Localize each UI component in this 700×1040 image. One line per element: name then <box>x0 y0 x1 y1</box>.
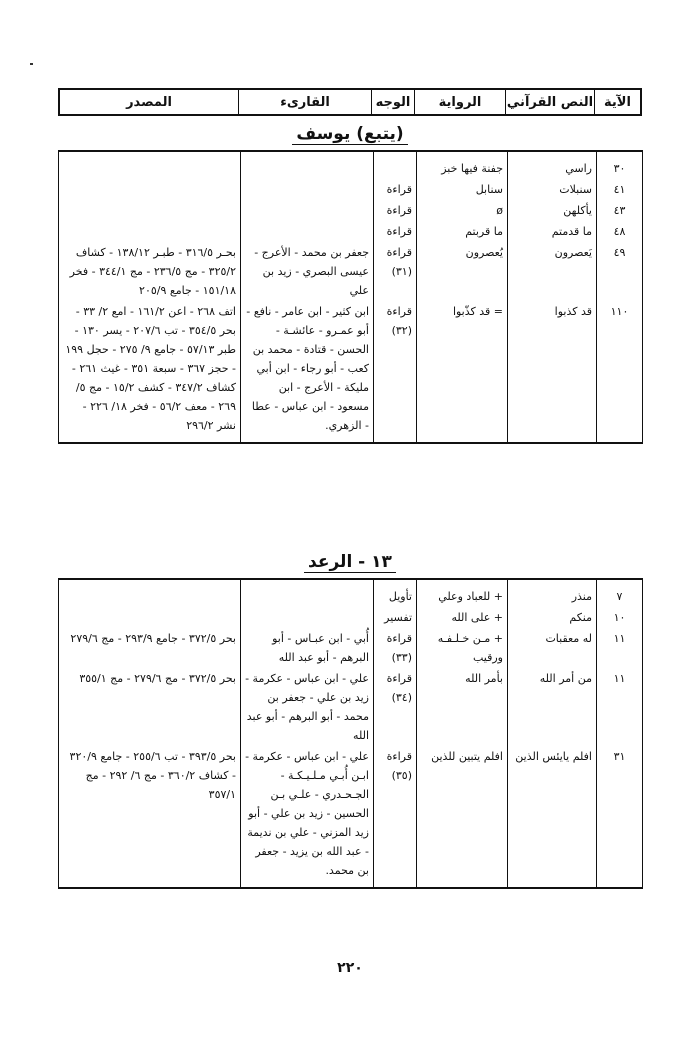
wajh-text: قراءة <box>374 221 417 242</box>
riwaya-text: = قد كذّبوا <box>417 301 508 436</box>
source-list <box>59 200 241 221</box>
source-list <box>59 221 241 242</box>
riwaya-text: سنابل <box>417 179 508 200</box>
quran-text: منكم <box>508 607 597 628</box>
header-quran-text: النص القرآني <box>505 90 594 114</box>
header-riwaya: الرواية <box>414 90 505 114</box>
quran-text: سنبلات <box>508 179 597 200</box>
aya-number: ١١ <box>597 628 643 668</box>
riwaya-text: ما قربتم <box>417 221 508 242</box>
riwaya-text: يُعصرون <box>417 242 508 301</box>
wajh-text: قراءة (٣٥) <box>374 746 417 881</box>
wajh-text <box>374 158 417 179</box>
riwaya-text: جفنة فيها خبز <box>417 158 508 179</box>
aya-number: ٤٣ <box>597 200 643 221</box>
aya-number: ٣٠ <box>597 158 643 179</box>
qari-list: أُبي - ابن عبـاس - أبو البرهم - أبو عبد الله <box>241 628 374 668</box>
qari-list: علي - ابن عباس - عكرمة - ابـن أُبـي مـلـيـكـة - الجـحـدري - علـي بـن الحسين - زيد بن علي - أبو زيد المزني - علي بن نديمة - عبد الله بن يزيد - جعفر بن محمد. <box>241 746 374 881</box>
quran-text: من أمر الله <box>508 668 597 746</box>
riwaya-text: بأمر الله <box>417 668 508 746</box>
table-row <box>59 628 643 668</box>
riwaya-text: افلم يتبين للذين <box>417 746 508 881</box>
qari-list <box>241 200 374 221</box>
wajh-text: قراءة (٣٣) <box>374 628 417 668</box>
table-row <box>59 746 643 881</box>
page-number: ٢٢٠ <box>337 960 363 976</box>
source-list: اتف ٢٦٨ - اعن ١٦١/٢ - امع ٢/ ٣٣ - بحر ٣٥٤/٥ - تب ٢٠٧/٦ - يسر ١٣٠ - طبر ٥٧/١٣ - جامع ٩/ ٢٧٥ - حجل ١٩٩ - حجز ٣٦٧ - سبعة ٣٥١ - غيث ٢٦١ - كشاف ٣٤٧/٢ - كشف ١٥/٢ - مج ٥/ ٢٦٩ - معف ٥٦/٢ - فخر ١٨/ ٢٢٦ - نشر ٢٩٦/٢ <box>59 301 241 436</box>
aya-number: ١١٠ <box>597 301 643 436</box>
qari-list: علي - ابن عباس - عكرمة - زيد بن علي - جعفر بن محمد - أبو البرهم - أبو عبد الله <box>241 668 374 746</box>
wajh-text: قراءة (٣٤) <box>374 668 417 746</box>
quran-text: قد كذبوا <box>508 301 597 436</box>
aya-number: ٣١ <box>597 746 643 881</box>
header-masdar: المصدر <box>126 94 172 110</box>
source-list: بحـر ٣١٦/٥ - طبـر ١٣٨/١٢ - كشاف ٣٢٥/٢ - مج ٢٣٦/٥ - مج ٣٤٤/١ - فخر ١٥١/١٨ - جامع ٢٠٥/٩ <box>59 242 241 301</box>
table-row <box>59 200 643 221</box>
header-aya: الآية <box>594 90 640 114</box>
wajh-text: قراءة <box>374 200 417 221</box>
wajh-text: تفسير <box>374 607 417 628</box>
quran-text: يَعصرون <box>508 242 597 301</box>
wajh-text: قراءة (٣٢) <box>374 301 417 436</box>
table-row <box>59 586 643 607</box>
source-list: بحر ٣٩٣/٥ - تب ٢٥٥/٦ - جامع ٣٢٠/٩ - كشاف ٣٦٠/٢ - مج ٦/ ٢٩٢ - مج ٣٥٧/١ <box>59 746 241 881</box>
section-title-yusuf: (يتبع) يوسف <box>0 124 700 144</box>
source-list <box>59 607 241 628</box>
section-table-yusuf <box>58 150 643 444</box>
riwaya-text: + للعباد وعلي <box>417 586 508 607</box>
scan-speck <box>30 63 33 65</box>
quran-text: افلم يايئس الذين <box>508 746 597 881</box>
aya-number: ٤٨ <box>597 221 643 242</box>
qari-list <box>241 586 374 607</box>
source-list <box>59 179 241 200</box>
table-row <box>59 607 643 628</box>
source-list <box>59 158 241 179</box>
aya-number: ٤١ <box>597 179 643 200</box>
table-row <box>59 668 643 746</box>
riwaya-text: + على الله <box>417 607 508 628</box>
aya-number: ١١ <box>597 668 643 746</box>
table-row <box>59 179 643 200</box>
quran-text: راسي <box>508 158 597 179</box>
qari-list <box>241 158 374 179</box>
source-list: بحر ٣٧٢/٥ - جامع ٢٩٣/٩ - مج ٢٧٩/٦ <box>59 628 241 668</box>
aya-number: ٤٩ <box>597 242 643 301</box>
aya-number: ٧ <box>597 586 643 607</box>
source-list <box>59 586 241 607</box>
quran-text: له معقبات <box>508 628 597 668</box>
header-wajh: الوجه <box>371 90 414 114</box>
qari-list: ابن كثير - ابن عامر - نافع - أبو عمـرو - عائشـة - الحسن - قتادة - محمد بن كعب - أبو رجاء - ابن أبي مليكة - الأعرج - ابن مسعود - ابن عباس - عطا - الزهري. <box>241 301 374 436</box>
wajh-text: تأويل <box>374 586 417 607</box>
riwaya-text: + مـن خـلـفـه ورقيب <box>417 628 508 668</box>
wajh-text: قراءة (٣١) <box>374 242 417 301</box>
qari-list: جعفر بن محمد - الأعرج - عيسى البصري - زيد بن علي <box>241 242 374 301</box>
qari-list <box>241 179 374 200</box>
aya-number: ١٠ <box>597 607 643 628</box>
section-table-raad <box>58 578 643 889</box>
quran-text: منذر <box>508 586 597 607</box>
table-row <box>59 301 643 436</box>
section-title-raad: ١٣ - الرعد <box>0 552 700 572</box>
riwaya-text: ø <box>417 200 508 221</box>
source-list: بحر ٣٧٢/٥ - مج ٢٧٩/٦ - مج ٣٥٥/١ <box>59 668 241 746</box>
header-qari: القارىء <box>238 90 371 114</box>
quran-text: يأكلهن <box>508 200 597 221</box>
qari-list <box>241 221 374 242</box>
table-row <box>59 221 643 242</box>
quran-text: ما قدمتم <box>508 221 597 242</box>
qari-list <box>241 607 374 628</box>
table-row <box>59 242 643 301</box>
table-header <box>58 88 642 116</box>
wajh-text: قراءة <box>374 179 417 200</box>
table-row <box>59 158 643 179</box>
